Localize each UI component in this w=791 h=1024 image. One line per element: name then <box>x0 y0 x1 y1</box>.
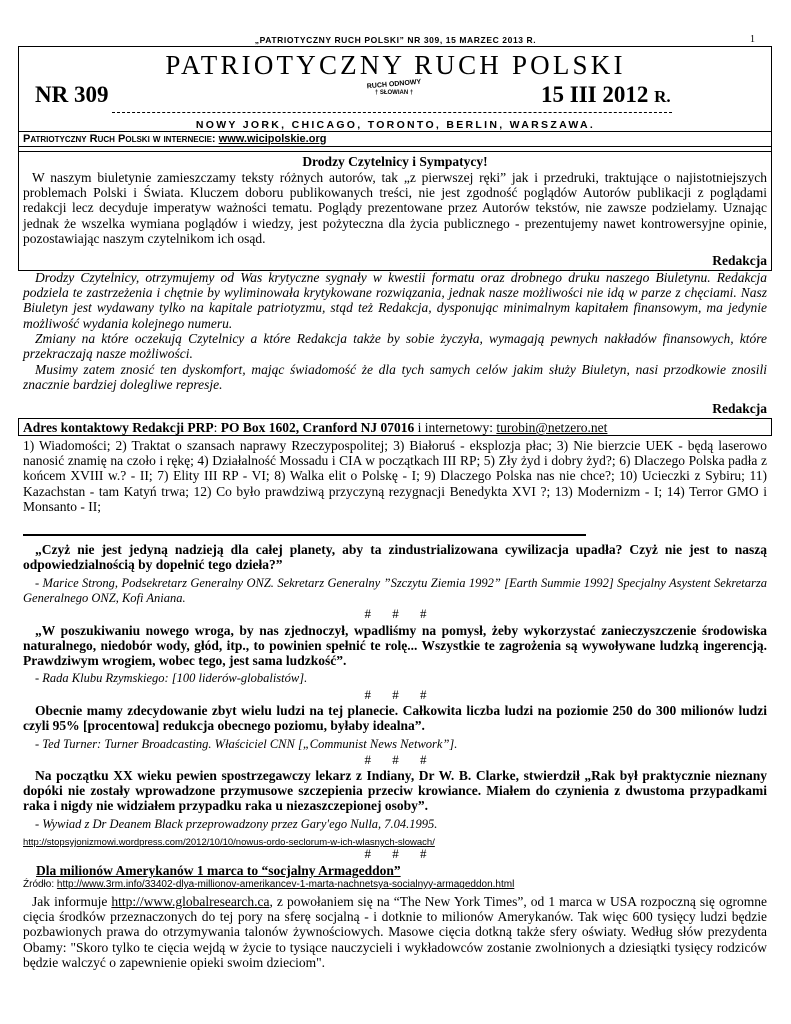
issue-contents: 1) Wiadomości; 2) Traktat o szansach naprawy Rzeczypospolitej; 3) Białoruś - eksplozja płac; 3) Nie bierzcie UEK - będą laserowo nanosić znamię na czoło i rękę; 4) Działalność Mossadu i CIA w początkach III RP; 5) Zły żyd i dobry żyd?; 6) Dlaczego Polska padła z końcem XVIII w.? - II; 7) Elity III RP - VI; 8) Walka elit o Polskę - I; 9) Dlaczego Polska nas nie chce?; 10) Ucieczki z Sybiru; 11) Kazachstan - tam Katyń trwa; 12) Co było prawdziwą przyczyną rezygnacji Benedykta XVI ?; 13) Modernizm - I; 14) Terror GMO i Monsanto - II; <box>23 438 767 514</box>
running-header: „PATRIOTYCZNY RUCH POLSKI” NR 309, 15 MARZEC 2013 R. <box>254 35 537 45</box>
contact-label: Adres kontaktowy Redakcji PRP <box>23 420 214 435</box>
section-divider <box>23 534 586 536</box>
masthead-title: PATRIOTYCZNY RUCH POLSKI <box>165 50 626 80</box>
quote-2-text: „W poszukiwaniu nowego wroga, by nas zjednoczył, wpadliśmy na pomysł, żeby wykorzystać zanieczyszczenie środowiska naturalnego, niedobór wody, głód, itp., to powinien spełnić te rolę... Wszystkie te zagrożenia są wywoływane ludzką ingerencją. Prawdziwym wrogiem, wobec tego, jest sama ludzkość”. <box>23 623 767 669</box>
masthead-dashed-divider <box>112 112 672 113</box>
intro-body: W naszym biuletynie zamieszczamy teksty różnych autorów, tak „z pierwszej ręki” jak i przedruki, traktujące o najistotniejszych problemach Polski i Świata. Kluczem doboru publikowanych treści, nie jest zgodność poglądów Autorów publikacji z poglądami redakcji lecz decyduje imperatyw ważności tematu. Poglądy prezentowane przez Autorów tekstów, nie zawsze podzielamy. Uznając jednak że wszelka wymiana poglądów i wiedzy, jest pożyteczna dla życia publicznego - prezentujemy nawet kontrowersyjne opinie, pozostawiając naszym czytelnikom ich osąd. <box>23 170 767 246</box>
article-title: Dla milionów Amerykanów 1 marca to “socjalny Armageddon” <box>36 863 401 878</box>
contact-line: Adres kontaktowy Redakcji PRP: PO Box 1602, Cranford NJ 07016 i internetowy: turobin@netzero.net <box>23 420 608 435</box>
notice-paragraph-1: Drodzy Czytelnicy, otrzymujemy od Was krytyczne sygnały w kwestii formatu oraz drobnego druku naszego Biuletynu. Redakcja podziela te zastrzeżenia i chętnie by wyliminowała krytykowane rozwiązania, jednak nasze możliwości nie idą w parze z chęciami. Nasz Biuletyn jest wydawany tylko na kapitale patriotyzmu, stąd też Redakcja, dysponując minimalnym kapitałem finansowym, ma jedynie możliwość wydania kolejnego numeru. <box>23 270 767 331</box>
article-body <box>23 894 767 970</box>
quote-4-attribution: - Wywiad z Dr Deanem Black przeprowadzony przez Gary'ego Nulla, 7.04.1995. <box>35 817 438 831</box>
notice-paragraph-2: Zmiany na które oczekują Czytelnicy a które Redakcja także by sobie życzyła, wymagają pewnych nakładów finansowych, które przekraczają nasze możliwości. <box>23 331 767 362</box>
quote-1-attribution: - Marice Strong, Podsekretarz Generalny ONZ. Sekretarz Generalny ”Szczytu Ziemia 1992” [Earth Summie 1992] Specjalny Asystent Sekretarza Generalnego ONZ, Kofi Aniana. <box>23 576 767 605</box>
page-number: 1 <box>750 34 755 45</box>
article-body-rest: , z powołaniem się na “The New York Times”, od 1 marca w USA rozpoczną się ogromne cięcia środków przeznaczonych do tej pory na sferę socjalną - i dotknie to milionów Amerykanów. Tak więc 600 tysięcy ludzi będzie pozbawionych prawa do otrzymywania talonów żywnościowych. Masowe cięcia dotkną także sfery oświaty. Według słów prezydenta Obamy: "Skoro tylko te cięcia wejdą w życie to tysiące nauczycieli i wykładowców zostanie zwolnionych a dziesiątki tysięcy rodziców będzie walczyć o zapewnienie opieki swoim dzieciom". <box>23 894 767 970</box>
issue-date-value: 15 III 2012 <box>541 82 649 107</box>
quote-1-text: „Czyż nie jest jedyną nadzieją dla całej planety, aby ta zindustrializowana cywilizacja upadła? Czyż nie jest to naszą odpowiedzialnością by dopełnić tego dzieła?” <box>23 542 767 573</box>
masthead-bottom-divider <box>18 146 772 147</box>
intro-signature: Redakcja <box>712 253 767 268</box>
quote-3-text: Obecnie mamy zdecydowanie zbyt wielu ludzi na tej planecie. Całkowita liczba ludzi na poziomie 250 do 300 milionów ludzi czyli 95% [procentowa] redukcja obecnego poziomu, byłaby idealna”. <box>23 703 767 734</box>
issue-number: NR 309 <box>35 82 109 107</box>
article-source-link[interactable]: http://www.3rm.info/33402-dlya-millionov-amerikancev-1-marta-nachnetsya-socialnyy-armageddon.html <box>56 879 515 890</box>
contact-address: PO Box 1602, Cranford NJ 07016 <box>220 420 415 435</box>
globalresearch-link[interactable]: http://www.globalresearch.ca <box>111 894 270 909</box>
logo-line-2: † SŁOWIAN † <box>374 90 414 96</box>
notice-signature: Redakcja <box>712 401 767 416</box>
hash-separator-3: # # # <box>364 752 427 767</box>
masthead-divider <box>18 131 772 132</box>
issue-date-suffix: R. <box>654 87 671 106</box>
article-source-label: Źródło: <box>23 879 55 890</box>
ruch-odnowy-logo <box>363 78 425 111</box>
hash-separator-1: # # # <box>364 606 427 621</box>
article-body-start: Jak informuje <box>32 894 108 909</box>
quote-4-source-link[interactable]: http://stopsyjonizmowi.wordpress.com/2012/10/10/nowus-ordo-seclorum-w-ich-wlasnych-slowach/ <box>23 837 435 848</box>
website-link[interactable]: www.wicipolskie.org <box>218 133 327 145</box>
intro-heading: Drodzy Czytelnicy i Sympatycy! <box>302 154 488 169</box>
internet-label: Patriotyczny Ruch Polski w internecie <box>23 133 212 145</box>
masthead-cities: NOWY JORK, CHICAGO, TORONTO, BERLIN, WARSZAWA. <box>195 119 596 131</box>
quote-4-text: Na początku XX wieku pewien spostrzegawczy lekarz z Indiany, Dr W. B. Clarke, stwierdził „Rak był praktycznie nieznany dopóki nie zostały wprowadzone przymusowe szczepienia przeciw krowiance. Miałem do czynienia z dwustoma przypadkami raka i nigdy nie widziałem przypadku raka u niezaszczepionej osoby”. <box>23 768 767 814</box>
issue-date <box>541 82 671 108</box>
quote-3-attribution: - Ted Turner: Turner Broadcasting. Właściciel CNN [„Communist News Network”]. <box>35 737 458 751</box>
internet-line: Patriotyczny Ruch Polski w internecie: www.wicipolskie.org <box>23 133 327 145</box>
notice-paragraph-3: Musimy zatem znosić ten dyskomfort, mając świadomość że dla tych samych celów jakim służy Biuletyn, nasi przodkowie znosili znacznie bardziej dolegliwe represje. <box>23 362 767 393</box>
logo-line-1: RUCH ODNOWY <box>366 78 422 91</box>
hash-separator-2: # # # <box>364 687 427 702</box>
quote-2-attribution: - Rada Klubu Rzymskiego: [100 liderów-globalistów]. <box>35 671 308 685</box>
contact-middle: i internetowy: <box>417 420 494 435</box>
article-source <box>23 879 767 890</box>
contact-email-link[interactable]: turobin@netzero.net <box>496 420 608 435</box>
hash-separator-4: # # # <box>364 846 427 861</box>
